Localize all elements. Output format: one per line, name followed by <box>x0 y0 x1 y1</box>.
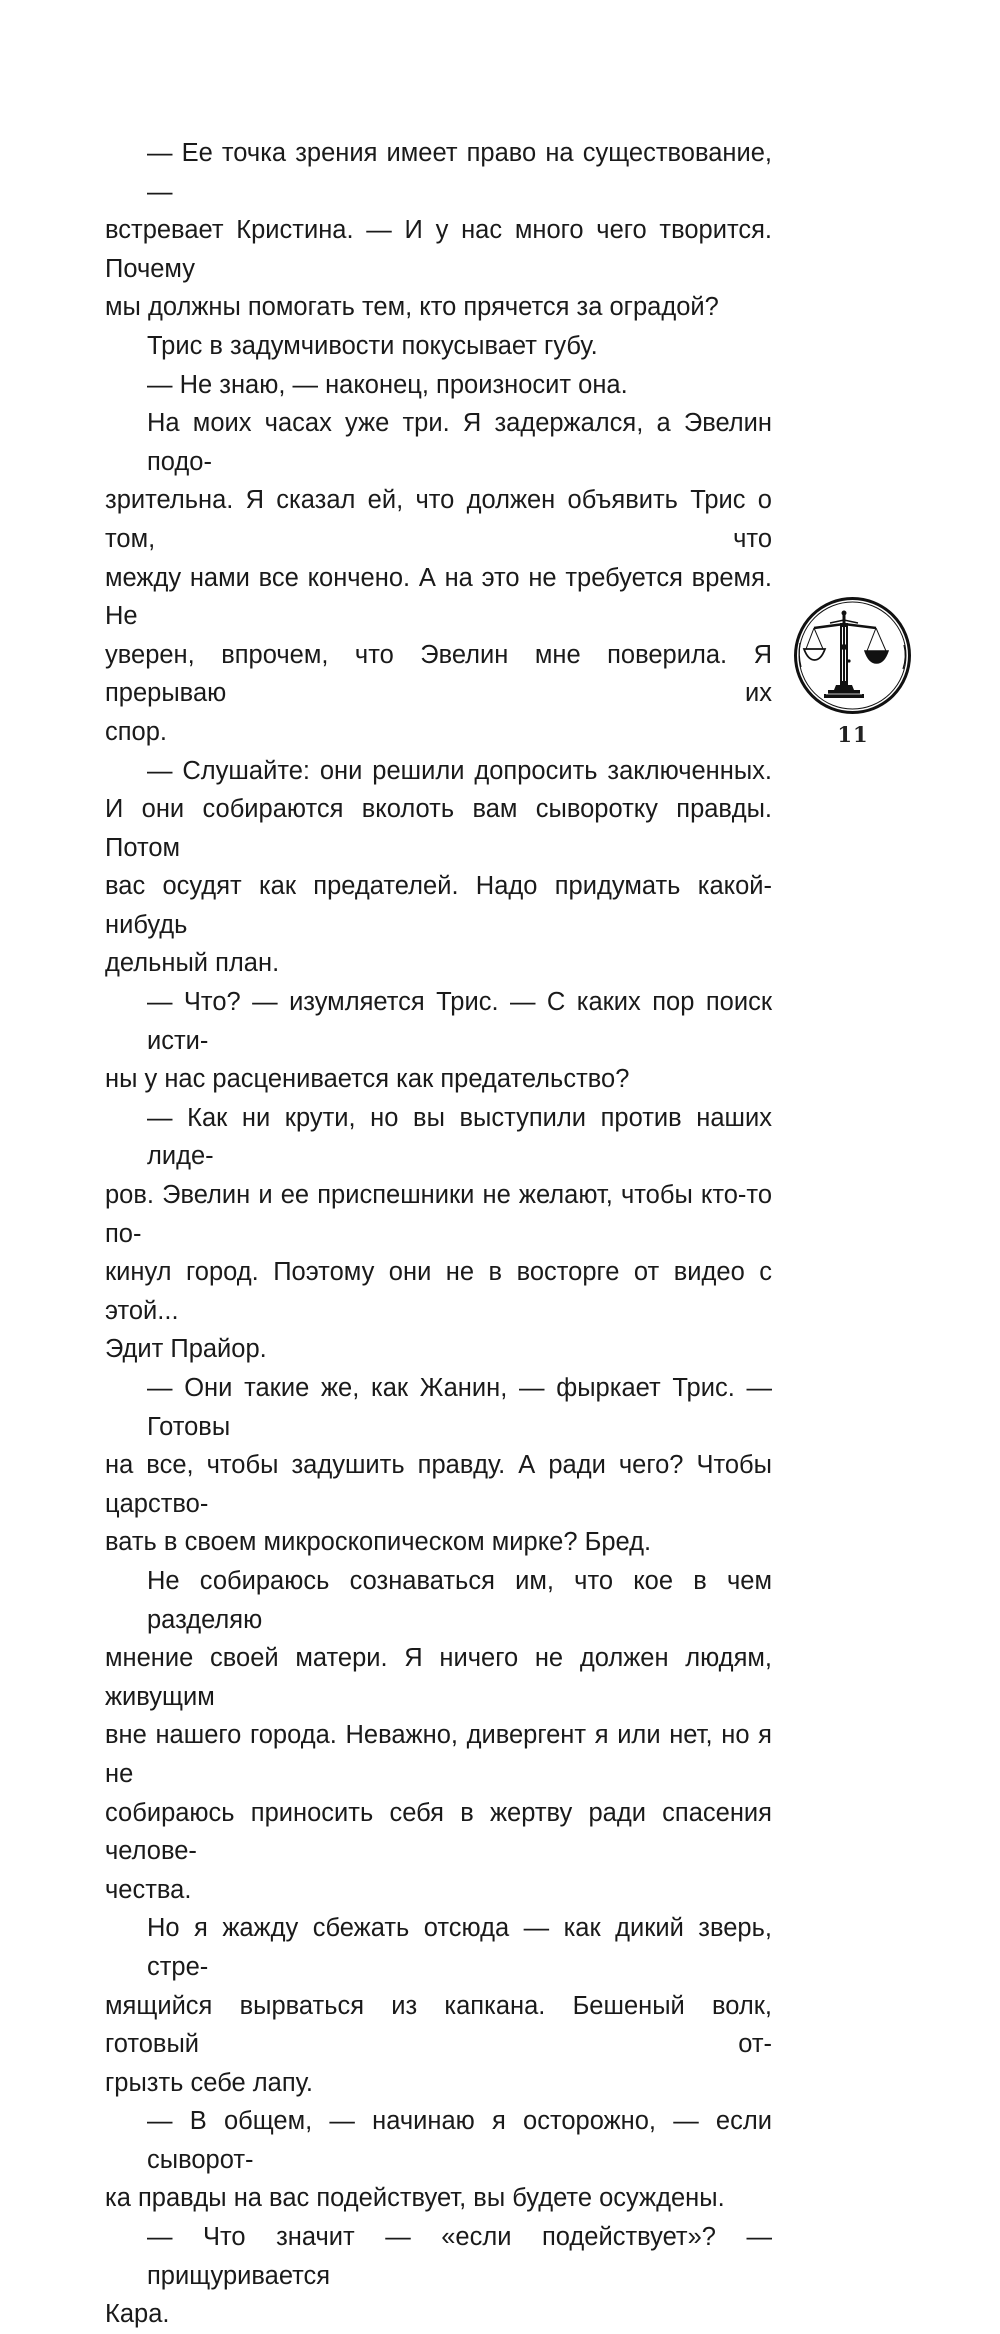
text-line: — Слушайте: они решили допросить заключенных. <box>147 756 772 785</box>
text-line: Но я жажду сбежать отсюда — как дикий зверь, стре- <box>147 1914 772 1981</box>
paragraph <box>105 2218 772 2334</box>
body-text <box>105 134 772 2334</box>
text-line: ров. Эвелин и ее приспешники не желают, чтобы кто-то по- <box>105 1181 772 1248</box>
paragraph <box>105 1369 772 1562</box>
text-line: собираюсь приносить себя в жертву ради спасения челове- <box>105 1798 772 1866</box>
text-line: спор. <box>105 717 168 746</box>
text-line: — Не знаю, — наконец, произносит она. <box>147 370 628 399</box>
text-line: На моих часах уже три. Я задержался, а Эвелин подо- <box>147 409 772 476</box>
text-line: на все, чтобы задушить правду. А ради чего? Чтобы царство- <box>105 1451 772 1518</box>
text-line: мящийся вырваться из капкана. Бешеный волк, готовый от- <box>105 1991 772 2059</box>
text-line: — Что значит — «если подействует»? — прищуривается <box>147 2223 772 2290</box>
text-line: Кара. <box>105 2300 170 2329</box>
text-line: кинул город. Поэтому они не в восторге от видео с этой... <box>105 1258 772 1325</box>
paragraph <box>105 2102 772 2218</box>
text-line: И они собираются вколоть вам сыворотку правды. Потом <box>105 795 772 862</box>
text-line: уверен, впрочем, что Эвелин мне поверила. Я прерываю их <box>105 640 772 708</box>
text-line: — В общем, — начинаю я осторожно, — если сыворот- <box>147 2107 772 2174</box>
text-line: Эдит Прайор. <box>105 1335 267 1364</box>
text-line: — Что? — изумляется Трис. — С каких пор поиск исти- <box>147 988 772 1055</box>
text-line: ка правды на вас подействует, вы будете осуждены. <box>105 2184 725 2213</box>
text-line: вать в своем микроскопическом мирке? Бред. <box>105 1528 652 1557</box>
paragraph <box>105 404 772 751</box>
paragraph <box>105 1562 772 1909</box>
text-line: вне нашего города. Неважно, дивергент я или нет, но я не <box>105 1721 772 1788</box>
text-line: дельный план. <box>105 949 280 978</box>
text-line: Трис в задумчивости покусывает губу. <box>147 331 598 360</box>
page-number: 11 <box>837 722 869 747</box>
paragraph <box>105 1909 772 2102</box>
text-line: вас осудят как предателей. Надо придумать какой-нибудь <box>105 872 772 939</box>
text-line: Не собираюсь сознаваться им, что кое в чем разделяю <box>147 1566 772 1634</box>
text-line: чества. <box>105 1875 192 1904</box>
text-line: между нами все кончено. А на это не требуется время. Не <box>105 563 772 631</box>
paragraph <box>105 366 772 405</box>
text-line: ны у нас расценивается как предательство? <box>105 1065 630 1094</box>
paragraph <box>105 752 772 984</box>
paragraph <box>105 983 772 1099</box>
paragraph <box>105 1099 772 1369</box>
text-line: — Как ни крути, но вы выступили против наших лиде- <box>147 1103 772 1171</box>
text-line: мнение своей матери. Я ничего не должен людям, живущим <box>105 1644 772 1711</box>
text-line: грызть себе лапу. <box>105 2068 313 2097</box>
text-line: мы должны помогать тем, кто прячется за оградой? <box>105 293 719 322</box>
scales-of-justice-icon <box>790 593 915 718</box>
text-line: зрительна. Я сказал ей, что должен объявить Трис о том, что <box>105 486 772 553</box>
text-line: — Ее точка зрения имеет право на существование, — <box>147 139 772 206</box>
text-line: встревает Кристина. — И у нас много чего творится. Почему <box>105 216 772 283</box>
paragraph <box>105 327 772 366</box>
text-line: — Они такие же, как Жанин, — фыркает Трис. — Готовы <box>147 1374 772 1441</box>
paragraph <box>105 134 772 327</box>
